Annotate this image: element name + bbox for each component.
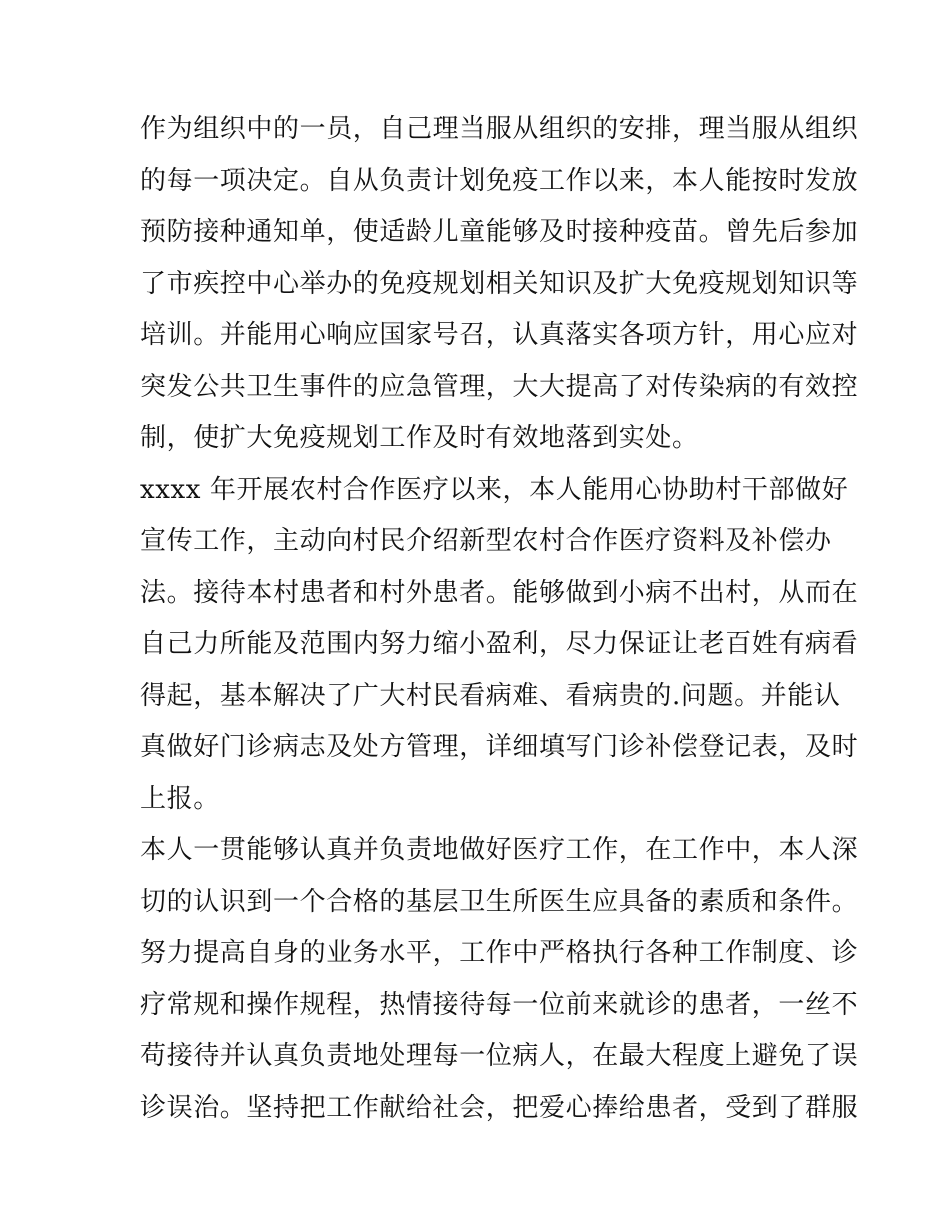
text-line: 切的认识到一个合格的基层卫生所医生应具备的素质和条件。	[140, 886, 859, 917]
text-line: 真做好门诊病志及处方管理，详细填写门诊补偿登记表，及时	[140, 732, 859, 762]
text-line: 疗常规和操作规程，热情接待每一位前来就诊的患者，一丝不	[140, 989, 859, 1020]
text-line: xxxx 年开展农村合作医疗以来，本人能用心协助村干部做好	[140, 474, 849, 505]
text-line: 法。接待本村患者和村外患者。能够做到小病不出村，从而在	[140, 577, 859, 608]
text-line: 制，使扩大免疫规划工作及时有效地落到实处。	[140, 423, 699, 453]
text-line: 苟接待并认真负责地处理每一位病人，在最大程度上避免了误	[140, 1041, 859, 1071]
text-line: 的每一项决定。自从负责计划免疫工作以来，本人能按时发放	[140, 165, 859, 196]
text-line: 预防接种通知单，使适龄儿童能够及时接种疫苗。曾先后参加	[140, 217, 859, 247]
text-line: 宣传工作，主动向村民介绍新型农村合作医疗资料及补偿办	[140, 526, 832, 556]
text-line: 自己力所能及范围内努力缩小盈利，尽力保证让老百姓有病看	[140, 629, 859, 659]
text-line: 得起，基本解决了广大村民看病难、看病贵的.问题。并能认	[140, 680, 841, 711]
text-line: 突发公共卫生事件的应急管理，大大提高了对传染病的有效控	[140, 371, 859, 402]
text-line: 培训。并能用心响应国家号召，认真落实各项方针，用心应对	[140, 320, 859, 350]
text-line: 努力提高自身的业务水平，工作中严格执行各种工作制度、诊	[140, 938, 859, 968]
text-line: 本人一贯能够认真并负责地做好医疗工作，在工作中，本人深	[140, 835, 859, 865]
text-line: 作为组织中的一员，自己理当服从组织的安排，理当服从组织	[140, 114, 859, 144]
document-body	[140, 104, 859, 1134]
text-line: 上报。	[140, 783, 220, 814]
text-line: 了市疾控中心举办的免疫规划相关知识及扩大免疫规划知识等	[140, 268, 859, 299]
text-line: 诊误治。坚持把工作献给社会，把爱心捧给患者，受到了群服	[140, 1092, 859, 1123]
